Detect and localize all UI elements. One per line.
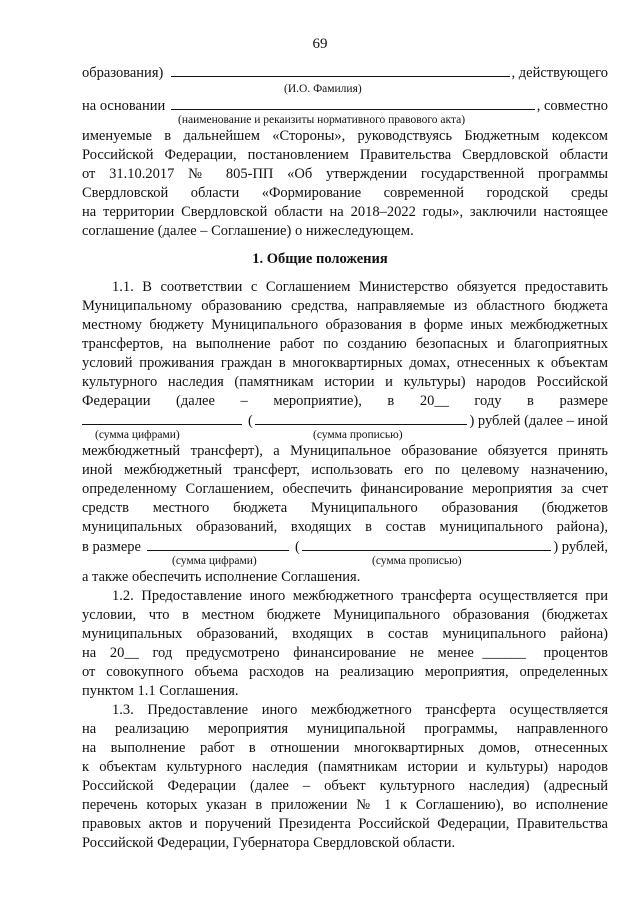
p11-word: – bbox=[240, 393, 248, 409]
intro-line: именуемые в дальнейшем «Стороны», руководствуясь Бюджетным кодексом bbox=[82, 128, 608, 144]
p12-line: муниципальных образований, входящих в состав муниципального района) bbox=[82, 626, 608, 642]
size-words-blank bbox=[302, 537, 552, 551]
p11-line: 1.1. В соответствии с Соглашением Министерство обязуется предоставить bbox=[112, 279, 608, 295]
intro-line: соглашение (далее – Соглашение) о нижеследующем. bbox=[82, 223, 414, 239]
basis-field-label: на основании bbox=[82, 98, 166, 114]
p11-size-line bbox=[82, 537, 608, 556]
p11-line: местному бюджету Муниципального образования в форме иных межбюджетных bbox=[82, 317, 608, 333]
name-field-line bbox=[82, 63, 608, 82]
intro-line: Российской Федерации, постановлением Правительства Свердловской области bbox=[82, 147, 608, 163]
p13-line: 1.3. Предоставление иного межбюджетного трансферта осуществляется bbox=[112, 702, 608, 718]
p12-text: на 20__ год предусмотрено финансирование не менее bbox=[82, 645, 474, 661]
intro-line: от 31.10.2017 № 805-ПП «Об утверждении государственной программы bbox=[82, 166, 608, 182]
p11-word: году bbox=[474, 393, 502, 409]
p12-percent: ______ процентов bbox=[482, 645, 608, 661]
p13-line: на реализацию мероприятия муниципальной программы, направленного bbox=[82, 721, 608, 737]
p11-word: (далее bbox=[176, 393, 215, 409]
name-caption: (И.О. Фамилия) bbox=[284, 83, 362, 95]
basis-blank bbox=[171, 96, 534, 110]
size-digits-blank bbox=[147, 537, 289, 551]
name-field-label: образования) bbox=[82, 65, 164, 81]
caption-words: (сумма прописью) bbox=[372, 555, 462, 567]
caption-digits: (сумма цифрами) bbox=[172, 555, 257, 567]
p11-line: Муниципальному образованию средства, направляемые из областного бюджета bbox=[82, 298, 608, 314]
p11-line: иной межбюджетный трансферт, использовать его по целевому назначению, bbox=[82, 462, 608, 478]
p11-word: размере bbox=[559, 393, 608, 409]
paren-open: ( bbox=[294, 539, 300, 555]
p13-line: на выполнение работ в отношении многоквартирных домов, отнесенных bbox=[82, 740, 608, 756]
intro-line: Свердловской области «Формирование современной городской среды bbox=[82, 185, 608, 201]
name-field-tail: , действующего bbox=[511, 65, 608, 81]
p13-line: Российской Федерации (далее – объект культурного наследия) (адресный bbox=[82, 778, 608, 794]
p13-line: перечень которых указан в приложении № 1 к Соглашению), во исполнение bbox=[82, 797, 608, 813]
p11-line: межбюджетный трансферт), а Муниципальное образование обязуется принять bbox=[82, 443, 608, 459]
p12-line-percent bbox=[82, 644, 608, 662]
p11-line: трансфертов, на выполнение работ по созданию безопасных и благоприятных bbox=[82, 336, 608, 352]
p11-amount-line bbox=[82, 411, 608, 430]
p11-word: в bbox=[527, 393, 534, 409]
amount-digits-blank bbox=[82, 411, 242, 425]
p11-word: мероприятие), bbox=[273, 393, 362, 409]
caption-words: (сумма прописью) bbox=[313, 429, 403, 441]
section-heading: 1. Общие положения bbox=[252, 251, 388, 267]
p11-line: культурного наследия (памятникам истории и культуры) народов Российской bbox=[82, 374, 608, 390]
name-blank bbox=[171, 63, 509, 77]
p11-word: Федерации bbox=[82, 393, 151, 409]
page-number: 69 bbox=[312, 36, 328, 52]
p11-line: муниципальных образований, входящих в состав муниципального района), bbox=[82, 519, 608, 535]
p11-line: средств местного бюджета Муниципального образования (бюджетов bbox=[82, 500, 608, 516]
p12-line: от совокупного объема расходов на реализацию мероприятия, определенных bbox=[82, 664, 608, 680]
paren-open: ( bbox=[248, 413, 253, 429]
p11-last-line: а также обеспечить исполнение Соглашения. bbox=[82, 569, 361, 585]
size-label: в размере bbox=[82, 539, 141, 555]
caption-digits: (сумма цифрами) bbox=[95, 429, 180, 441]
p13-line: правовых актов и поручений Президента Российской Федерации, Правительства bbox=[82, 816, 608, 832]
basis-caption: (наименование и рекаизиты нормативного правового акта) bbox=[178, 114, 466, 126]
basis-field-tail: , совместно bbox=[536, 98, 608, 114]
amount-tail: ) рублей (далее – иной bbox=[469, 413, 608, 429]
basis-field-line bbox=[82, 96, 608, 115]
p12-line: условии, что в местном бюджете Муниципального образования (бюджетах bbox=[82, 607, 608, 623]
p11-word: в bbox=[387, 393, 395, 409]
intro-line: на территории Свердловской области на 2018–2022 годы», заключили настоящее bbox=[82, 204, 608, 220]
p12-line: 1.2. Предоставление иного межбюджетного трансферта осуществляется при bbox=[112, 588, 608, 604]
p11-year: 20__ bbox=[419, 393, 449, 409]
amount-words-blank bbox=[255, 411, 468, 425]
size-tail: ) рублей, bbox=[553, 539, 608, 555]
p11-line: условий проживания граждан в многоквартирных домах, отнесенных к объектам bbox=[82, 355, 608, 371]
p12-line: пунктом 1.1 Соглашения. bbox=[82, 683, 239, 699]
p11-line: определенному Соглашением, обеспечить финансирование мероприятия за счет bbox=[82, 481, 608, 497]
p13-last-line: Российской Федерации, Губернатора Свердловской области. bbox=[82, 835, 456, 851]
p11-line-period bbox=[82, 392, 608, 410]
p13-line: к объектам культурного наследия (памятникам истории и культуры) народов bbox=[82, 759, 608, 775]
